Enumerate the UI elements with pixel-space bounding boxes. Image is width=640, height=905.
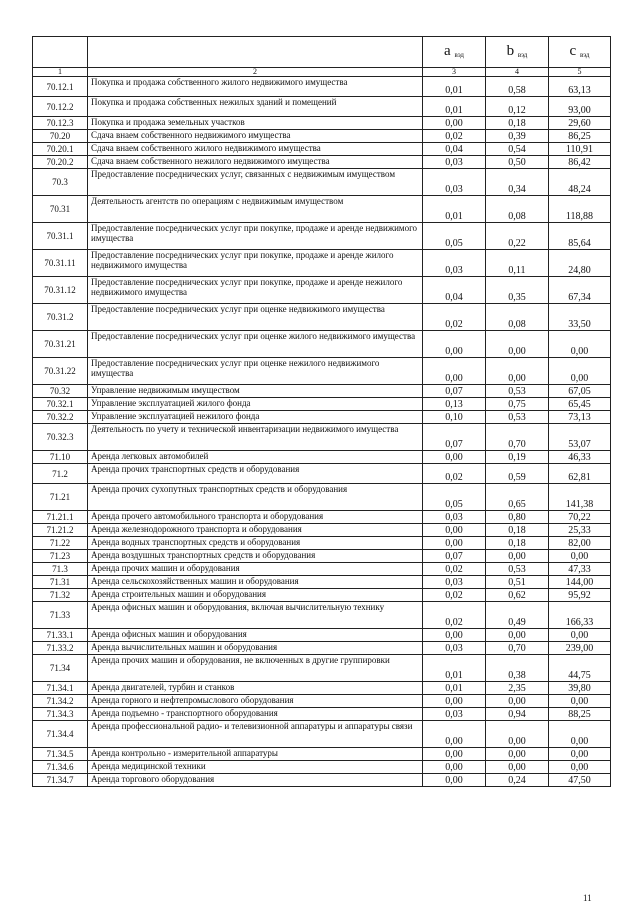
c-value-cell: 53,07	[549, 424, 611, 451]
b-value-cell: 2,35	[486, 682, 549, 695]
table-row	[33, 196, 611, 223]
c-value-cell: 85,64	[549, 223, 611, 250]
table-row	[33, 550, 611, 563]
c-value-cell: 0,00	[549, 331, 611, 358]
c-value-cell: 118,88	[549, 196, 611, 223]
activity-name-cell: Аренда воздушных транспортных средств и оборудования	[88, 550, 423, 563]
b-value-cell: 0,00	[486, 550, 549, 563]
b-value-cell: 0,08	[486, 304, 549, 331]
activity-name-cell: Аренда сельскохозяйственных машин и оборудования	[88, 576, 423, 589]
table-row	[33, 398, 611, 411]
activity-name-cell: Аренда офисных машин и оборудования, включая вычислительную технику	[88, 602, 423, 629]
activity-name-cell: Аренда профессиональной радио- и телевизионной аппаратуры и аппаратуры связи	[88, 721, 423, 748]
activity-name-cell: Предоставление посреднических услуг при покупке, продаже и аренде нежилого недвижимого имущества	[88, 277, 423, 304]
c-value-cell: 110,91	[549, 143, 611, 156]
code-cell: 71.33.2	[33, 642, 88, 655]
header-a-vad	[423, 37, 486, 68]
b-value-cell: 0,00	[486, 748, 549, 761]
code-cell: 70.12.3	[33, 117, 88, 130]
a-value-cell: 0,00	[423, 524, 486, 537]
activity-name-cell: Аренда торгового оборудования	[88, 774, 423, 787]
a-value-cell: 0,02	[423, 464, 486, 484]
b-value-cell: 0,34	[486, 169, 549, 196]
code-cell: 70.32.2	[33, 411, 88, 424]
a-value-cell: 0,00	[423, 748, 486, 761]
table-row	[33, 655, 611, 682]
header-b-vad	[486, 37, 549, 68]
c-value-cell: 95,92	[549, 589, 611, 602]
code-cell: 70.31.11	[33, 250, 88, 277]
activity-name-cell: Сдача внаем собственного жилого недвижимого имущества	[88, 143, 423, 156]
column-number: 2	[88, 68, 423, 77]
activity-name-cell: Покупка и продажа собственного жилого недвижимого имущества	[88, 77, 423, 97]
a-value-cell: 0,05	[423, 223, 486, 250]
activity-name-cell: Деятельность агентств по операциям с недвижимым имуществом	[88, 196, 423, 223]
header-c-vad	[549, 37, 611, 68]
table-row	[33, 695, 611, 708]
activity-name-cell: Предоставление посреднических услуг при оценке нежилого недвижимого имущества	[88, 358, 423, 385]
c-value-cell: 47,50	[549, 774, 611, 787]
coefficients-table	[32, 36, 611, 787]
b-value-cell: 0,94	[486, 708, 549, 721]
a-value-cell: 0,02	[423, 304, 486, 331]
c-value-cell: 86,42	[549, 156, 611, 169]
c-value-cell: 33,50	[549, 304, 611, 331]
b-value-cell: 0,51	[486, 576, 549, 589]
table-row	[33, 576, 611, 589]
table-row	[33, 629, 611, 642]
b-value-cell: 0,53	[486, 385, 549, 398]
a-value-cell: 0,00	[423, 629, 486, 642]
code-cell: 70.3	[33, 169, 88, 196]
c-value-cell: 239,00	[549, 642, 611, 655]
activity-name-cell: Покупка и продажа земельных участков	[88, 117, 423, 130]
table-row	[33, 117, 611, 130]
code-cell: 71.34.2	[33, 695, 88, 708]
c-value-cell: 39,80	[549, 682, 611, 695]
header-c-label: c	[569, 43, 577, 59]
code-cell: 71.31	[33, 576, 88, 589]
activity-name-cell: Предоставление посреднических услуг, связанных с недвижимым имуществом	[88, 169, 423, 196]
c-value-cell: 67,34	[549, 277, 611, 304]
table-row	[33, 721, 611, 748]
a-value-cell: 0,00	[423, 695, 486, 708]
b-value-cell: 0,70	[486, 642, 549, 655]
c-value-cell: 44,75	[549, 655, 611, 682]
table-row	[33, 708, 611, 721]
c-value-cell: 24,80	[549, 250, 611, 277]
b-value-cell: 0,00	[486, 695, 549, 708]
a-value-cell: 0,02	[423, 130, 486, 143]
table-row	[33, 331, 611, 358]
code-cell: 71.34	[33, 655, 88, 682]
table-row	[33, 464, 611, 484]
b-value-cell: 0,00	[486, 358, 549, 385]
code-cell: 70.31.12	[33, 277, 88, 304]
b-value-cell: 0,62	[486, 589, 549, 602]
a-value-cell: 0,03	[423, 511, 486, 524]
code-cell: 71.2	[33, 464, 88, 484]
code-cell: 70.32.3	[33, 424, 88, 451]
a-value-cell: 0,03	[423, 156, 486, 169]
a-value-cell: 0,01	[423, 196, 486, 223]
code-cell: 70.31	[33, 196, 88, 223]
activity-name-cell: Аренда двигателей, турбин и станков	[88, 682, 423, 695]
activity-name-cell: Аренда вычислительных машин и оборудования	[88, 642, 423, 655]
code-cell: 71.34.1	[33, 682, 88, 695]
code-cell: 71.34.6	[33, 761, 88, 774]
table-body	[33, 77, 611, 787]
a-value-cell: 0,04	[423, 277, 486, 304]
a-value-cell: 0,00	[423, 331, 486, 358]
a-value-cell: 0,02	[423, 589, 486, 602]
b-value-cell: 0,38	[486, 655, 549, 682]
c-value-cell: 0,00	[549, 761, 611, 774]
a-value-cell: 0,10	[423, 411, 486, 424]
c-value-cell: 65,45	[549, 398, 611, 411]
activity-name-cell: Предоставление посреднических услуг при оценке жилого недвижимого имущества	[88, 331, 423, 358]
b-value-cell: 0,50	[486, 156, 549, 169]
c-value-cell: 67,05	[549, 385, 611, 398]
b-value-cell: 0,54	[486, 143, 549, 156]
activity-name-cell: Деятельность по учету и технической инвентаризации недвижимого имущества	[88, 424, 423, 451]
code-cell: 71.21.1	[33, 511, 88, 524]
column-number: 5	[549, 68, 611, 77]
b-value-cell: 0,53	[486, 411, 549, 424]
table-row	[33, 602, 611, 629]
c-value-cell: 29,60	[549, 117, 611, 130]
table-row	[33, 77, 611, 97]
table-row	[33, 761, 611, 774]
a-value-cell: 0,03	[423, 576, 486, 589]
a-value-cell: 0,07	[423, 424, 486, 451]
code-cell: 70.31.2	[33, 304, 88, 331]
b-value-cell: 0,18	[486, 524, 549, 537]
b-value-cell: 0,39	[486, 130, 549, 143]
b-value-cell: 0,00	[486, 629, 549, 642]
c-value-cell: 88,25	[549, 708, 611, 721]
a-value-cell: 0,05	[423, 484, 486, 511]
b-value-cell: 0,22	[486, 223, 549, 250]
column-number: 1	[33, 68, 88, 77]
code-cell: 71.34.3	[33, 708, 88, 721]
code-cell: 70.12.2	[33, 97, 88, 117]
header-a-label: a	[444, 43, 451, 59]
table-row	[33, 451, 611, 464]
activity-name-cell: Покупка и продажа собственных нежилых зданий и помещений	[88, 97, 423, 117]
activity-name-cell: Сдача внаем собственного недвижимого имущества	[88, 130, 423, 143]
table-row	[33, 130, 611, 143]
activity-name-cell: Предоставление посреднических услуг при покупке, продаже и аренде жилого недвижимого имущества	[88, 250, 423, 277]
c-value-cell: 0,00	[549, 695, 611, 708]
activity-name-cell: Аренда медицинской техники	[88, 761, 423, 774]
header-a-subscript: вэд	[454, 51, 464, 59]
c-value-cell: 144,00	[549, 576, 611, 589]
code-cell: 71.33	[33, 602, 88, 629]
c-value-cell: 70,22	[549, 511, 611, 524]
column-number: 4	[486, 68, 549, 77]
a-value-cell: 0,03	[423, 642, 486, 655]
header-b-label: b	[506, 43, 515, 59]
activity-name-cell: Управление недвижимым имуществом	[88, 385, 423, 398]
table-row	[33, 524, 611, 537]
activity-name-cell: Предоставление посреднических услуг при оценке недвижимого имущества	[88, 304, 423, 331]
b-value-cell: 0,18	[486, 117, 549, 130]
b-value-cell: 0,00	[486, 721, 549, 748]
a-value-cell: 0,07	[423, 385, 486, 398]
a-value-cell: 0,07	[423, 550, 486, 563]
b-value-cell: 0,19	[486, 451, 549, 464]
a-value-cell: 0,03	[423, 250, 486, 277]
a-value-cell: 0,00	[423, 761, 486, 774]
code-cell: 70.20.1	[33, 143, 88, 156]
a-value-cell: 0,04	[423, 143, 486, 156]
a-value-cell: 0,01	[423, 77, 486, 97]
header-name-cell	[88, 37, 423, 68]
b-value-cell: 0,00	[486, 761, 549, 774]
a-value-cell: 0,01	[423, 97, 486, 117]
table-row	[33, 277, 611, 304]
b-value-cell: 0,80	[486, 511, 549, 524]
table-row	[33, 682, 611, 695]
a-value-cell: 0,00	[423, 117, 486, 130]
c-value-cell: 166,33	[549, 602, 611, 629]
c-value-cell: 62,81	[549, 464, 611, 484]
a-value-cell: 0,01	[423, 655, 486, 682]
c-value-cell: 47,33	[549, 563, 611, 576]
b-value-cell: 0,08	[486, 196, 549, 223]
activity-name-cell: Управление эксплуатацией нежилого фонда	[88, 411, 423, 424]
b-value-cell: 0,75	[486, 398, 549, 411]
b-value-cell: 0,58	[486, 77, 549, 97]
b-value-cell: 0,49	[486, 602, 549, 629]
code-cell: 71.21	[33, 484, 88, 511]
c-value-cell: 0,00	[549, 629, 611, 642]
table-row	[33, 223, 611, 250]
c-value-cell: 25,33	[549, 524, 611, 537]
activity-name-cell: Аренда прочих машин и оборудования	[88, 563, 423, 576]
b-value-cell: 0,11	[486, 250, 549, 277]
c-value-cell: 82,00	[549, 537, 611, 550]
table-row	[33, 642, 611, 655]
activity-name-cell: Аренда контрольно - измерительной аппаратуры	[88, 748, 423, 761]
activity-name-cell: Аренда подъемно - транспортного оборудования	[88, 708, 423, 721]
activity-name-cell: Аренда железнодорожного транспорта и оборудования	[88, 524, 423, 537]
activity-name-cell: Аренда прочих сухопутных транспортных средств и оборудования	[88, 484, 423, 511]
code-cell: 71.3	[33, 563, 88, 576]
activity-name-cell: Аренда водных транспортных средств и оборудования	[88, 537, 423, 550]
b-value-cell: 0,70	[486, 424, 549, 451]
c-value-cell: 0,00	[549, 748, 611, 761]
a-value-cell: 0,01	[423, 682, 486, 695]
header-code-cell	[33, 37, 88, 68]
b-value-cell: 0,18	[486, 537, 549, 550]
table-row	[33, 484, 611, 511]
code-cell: 71.21.2	[33, 524, 88, 537]
code-cell: 70.20.2	[33, 156, 88, 169]
activity-name-cell: Сдача внаем собственного нежилого недвижимого имущества	[88, 156, 423, 169]
code-cell: 70.32	[33, 385, 88, 398]
code-cell: 71.34.7	[33, 774, 88, 787]
table-row	[33, 589, 611, 602]
c-value-cell: 86,25	[549, 130, 611, 143]
header-row	[33, 37, 611, 68]
b-value-cell: 0,59	[486, 464, 549, 484]
a-value-cell: 0,00	[423, 451, 486, 464]
a-value-cell: 0,00	[423, 721, 486, 748]
code-cell: 71.32	[33, 589, 88, 602]
code-cell: 70.31.22	[33, 358, 88, 385]
code-cell: 71.22	[33, 537, 88, 550]
page-number: 11	[583, 893, 592, 903]
code-cell: 70.31.1	[33, 223, 88, 250]
header-b-subscript: вэд	[517, 51, 528, 59]
column-number: 3	[423, 68, 486, 77]
b-value-cell: 0,65	[486, 484, 549, 511]
table-row	[33, 143, 611, 156]
table-row	[33, 511, 611, 524]
code-cell: 71.10	[33, 451, 88, 464]
b-value-cell: 0,53	[486, 563, 549, 576]
a-value-cell: 0,13	[423, 398, 486, 411]
b-value-cell: 0,35	[486, 277, 549, 304]
activity-name-cell: Аренда прочего автомобильного транспорта и оборудования	[88, 511, 423, 524]
code-cell: 70.20	[33, 130, 88, 143]
c-value-cell: 46,33	[549, 451, 611, 464]
header-c-subscript: вэд	[579, 51, 590, 59]
code-cell: 71.34.5	[33, 748, 88, 761]
table-row	[33, 537, 611, 550]
b-value-cell: 0,12	[486, 97, 549, 117]
table-row	[33, 774, 611, 787]
activity-name-cell: Аренда строительных машин и оборудования	[88, 589, 423, 602]
table-row	[33, 304, 611, 331]
b-value-cell: 0,00	[486, 331, 549, 358]
c-value-cell: 93,00	[549, 97, 611, 117]
table-row	[33, 424, 611, 451]
column-number-row	[33, 68, 611, 77]
a-value-cell: 0,00	[423, 774, 486, 787]
a-value-cell: 0,00	[423, 537, 486, 550]
table-row	[33, 411, 611, 424]
table-row	[33, 250, 611, 277]
code-cell: 71.34.4	[33, 721, 88, 748]
table-row	[33, 385, 611, 398]
a-value-cell: 0,03	[423, 708, 486, 721]
a-value-cell: 0,02	[423, 602, 486, 629]
code-cell: 71.33.1	[33, 629, 88, 642]
table-row	[33, 358, 611, 385]
activity-name-cell: Аренда легковых автомобилей	[88, 451, 423, 464]
table-row	[33, 97, 611, 117]
table-row	[33, 748, 611, 761]
c-value-cell: 0,00	[549, 550, 611, 563]
c-value-cell: 73,13	[549, 411, 611, 424]
table-row	[33, 169, 611, 196]
activity-name-cell: Аренда горного и нефтепромыслового оборудования	[88, 695, 423, 708]
a-value-cell: 0,02	[423, 563, 486, 576]
activity-name-cell: Аренда прочих машин и оборудования, не включенных в другие группировки	[88, 655, 423, 682]
c-value-cell: 48,24	[549, 169, 611, 196]
table-row	[33, 156, 611, 169]
code-cell: 71.23	[33, 550, 88, 563]
code-cell: 70.31.21	[33, 331, 88, 358]
activity-name-cell: Управление эксплуатацией жилого фонда	[88, 398, 423, 411]
c-value-cell: 141,38	[549, 484, 611, 511]
activity-name-cell: Аренда прочих транспортных средств и оборудования	[88, 464, 423, 484]
table-row	[33, 563, 611, 576]
c-value-cell: 0,00	[549, 721, 611, 748]
a-value-cell: 0,00	[423, 358, 486, 385]
activity-name-cell: Аренда офисных машин и оборудования	[88, 629, 423, 642]
code-cell: 70.32.1	[33, 398, 88, 411]
activity-name-cell: Предоставление посреднических услуг при покупке, продаже и аренде недвижимого имущества	[88, 223, 423, 250]
b-value-cell: 0,24	[486, 774, 549, 787]
c-value-cell: 63,13	[549, 77, 611, 97]
code-cell: 70.12.1	[33, 77, 88, 97]
a-value-cell: 0,03	[423, 169, 486, 196]
c-value-cell: 0,00	[549, 358, 611, 385]
